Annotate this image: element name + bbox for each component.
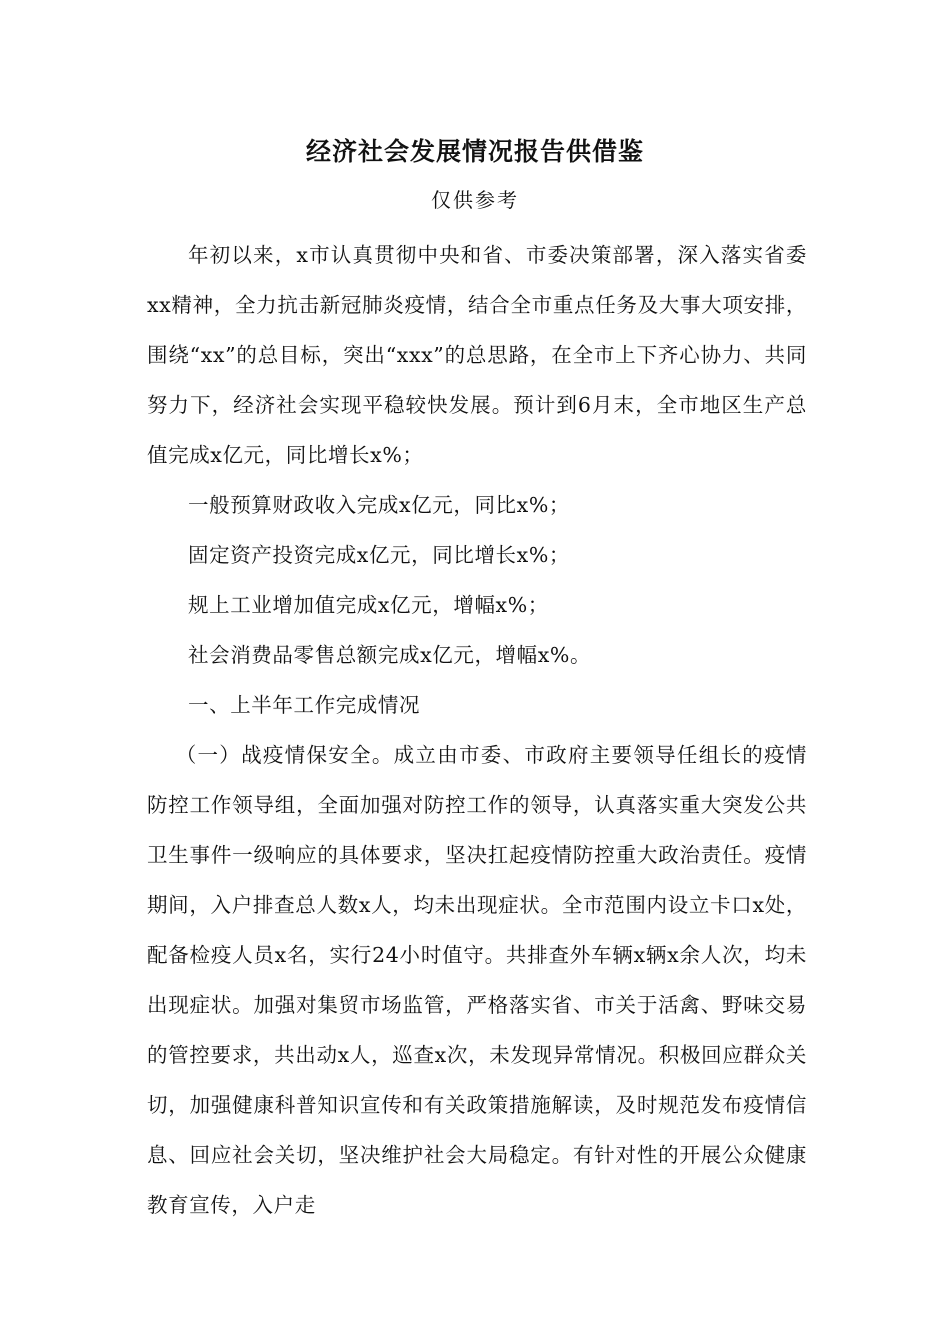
document-body [147, 230, 807, 1230]
section-heading-1: 一、上半年工作完成情况 [188, 693, 421, 717]
document-title: 经济社会发展情况报告供借鉴 [305, 137, 644, 166]
paragraph-epidemic-control: （一）战疫情保安全。成立由市委、市政府主要领导任组长的疫情防控工作领导组，全面加强对防控工作的领导，认真落实重大突发公共卫生事件一级响应的具体要求，坚决扛起疫情防控重大政治责任。疫情期间，入户排查总人数x人，均未出现症状。全市范围内设立卡口x处，配备检疫人员x名，实行24小时值守。共排查外车辆x辆x余人次，均未出现症状。加强对集贸市场监管，严格落实省、市关于活禽、野味交易的管控要求，共出动x人，巡查x次，未发现异常情况。积极回应群众关切，加强健康科普知识宣传和有关政策措施解读，及时规范发布疫情信息、回应社会关切，坚决维护社会大局稳定。有针对性的开展公众健康教育宣传，入户走 [147, 743, 807, 1217]
paragraph-fixed-investment: 固定资产投资完成x亿元，同比增长x%； [188, 543, 571, 567]
document-subtitle: 仅供参考 [431, 188, 519, 212]
paragraph-retail-sales: 社会消费品零售总额完成x亿元，增幅x%。 [188, 643, 592, 667]
paragraph-budget-revenue: 一般预算财政收入完成x亿元，同比x%； [188, 493, 571, 517]
paragraph-industrial-value: 规上工业增加值完成x亿元，增幅x%； [188, 593, 549, 617]
paragraph-intro: 年初以来，x市认真贯彻中央和省、市委决策部署，深入落实省委xx精神，全力抗击新冠肺炎疫情，结合全市重点任务及大事大项安排，围绕“xx”的总目标，突出“xxx”的总思路，在全市上下齐心协力、共同努力下，经济社会实现平稳较快发展。预计到6月末，全市地区生产总值完成x亿元，同比增长x%； [147, 243, 807, 467]
